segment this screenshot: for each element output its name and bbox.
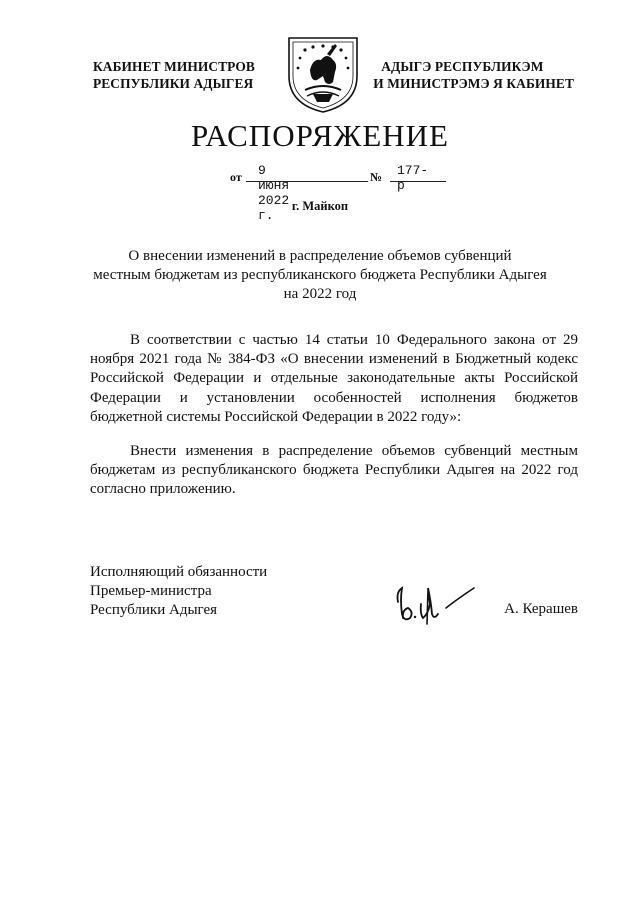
position-line-1: Исполняющий обязанности (90, 564, 268, 580)
issuer-line-2-adyghe: И МИНИСТРЭМЭ Я КАБИНЕТ (373, 76, 574, 91)
body-paragraph-2: Внести изменения в распределение объемов субвенций местным бюджетам из республиканского бюджета Республики Адыгея на 2022 год согласно приложению. (90, 443, 578, 498)
document-number: 177-р (397, 163, 429, 193)
position-line-3: Республики Адыгея (90, 602, 218, 618)
issuer-line-2: РЕСПУБЛИКИ АДЫГЕЯ (93, 76, 254, 91)
number-label: № (370, 170, 383, 184)
subject-line-1: О внесении изменений в распределение объемов субвенций (128, 248, 512, 264)
date-label: от (230, 170, 242, 184)
subject-line-2: местным бюджетам из республиканского бюджета Республики Адыгея (93, 267, 547, 283)
document-subject (90, 247, 550, 304)
body-paragraph-1: В соответствии с частью 14 статьи 10 Федерального закона от 29 ноября 2021 года № 384-ФЗ «О внесении изменений в Бюджетный кодекс Российской Федерации и отдельные законодательные акты Российской Федерации и установлении особенностей исполнения бюджетов бюджетной системы Российской Федерации в 2022 году»: (90, 332, 578, 425)
coat-of-arms-adygea-icon (283, 30, 363, 114)
subject-line-3: на 2022 год (283, 286, 357, 302)
city: г. Майкоп (291, 199, 349, 213)
document-date: 9 июня 2022 г. (258, 163, 290, 223)
issuer-name-adyghe (373, 58, 574, 92)
issuer-line-1: КАБИНЕТ МИНИСТРОВ (93, 59, 255, 74)
document-title: РАСПОРЯЖЕНИЕ (191, 118, 449, 153)
signatory-name: А. Керашев (504, 601, 578, 617)
issuer-name-russian (93, 58, 255, 92)
handwritten-signature-icon (390, 574, 480, 628)
signatory-position (90, 563, 267, 620)
position-line-2: Премьер-министра (90, 583, 212, 599)
issuer-line-1-adyghe: АДЫГЭ РЕСПУБЛИКЭМ (381, 59, 544, 74)
